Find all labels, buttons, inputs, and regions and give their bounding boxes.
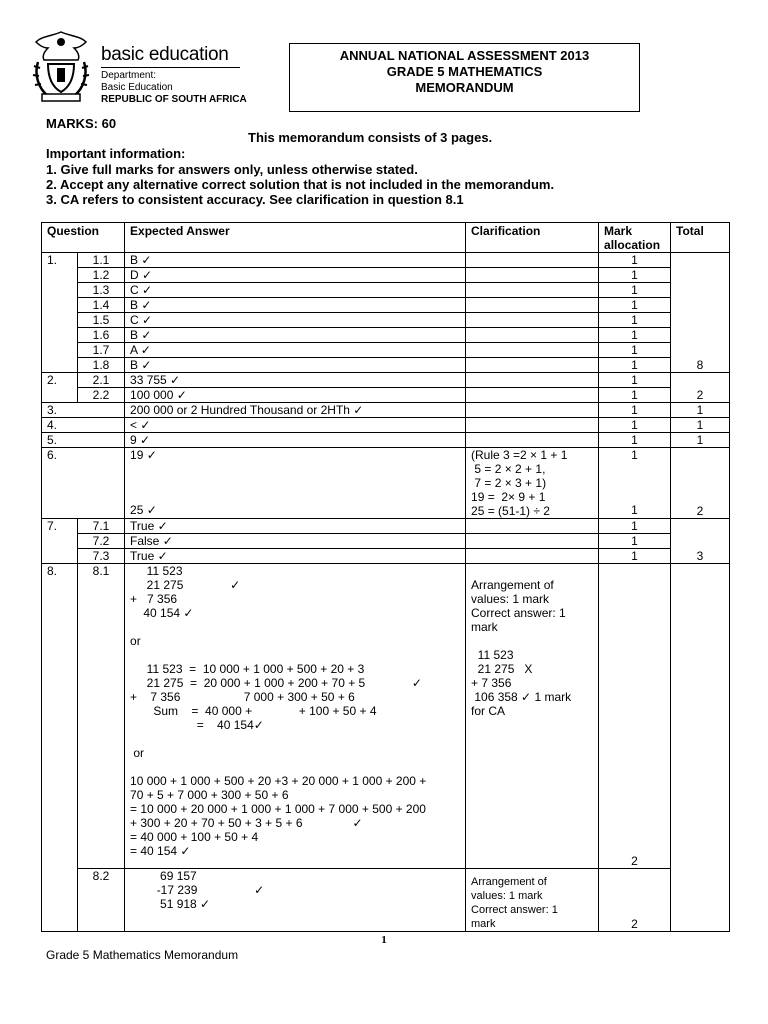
mark-allocation: 1 [599, 549, 671, 564]
total: 1 [671, 418, 730, 433]
table-row [42, 564, 730, 869]
sub-question: 8.2 [78, 869, 125, 932]
header-expected-answer: Expected Answer [125, 223, 466, 253]
mark-value: 1 [631, 448, 638, 462]
clarification [466, 549, 599, 564]
table-row [42, 313, 730, 328]
logo-department-name: Basic Education [101, 82, 173, 93]
question-number: 8. [42, 564, 78, 932]
sub-question: 2.2 [78, 388, 125, 403]
mark-allocation: 1 [599, 519, 671, 534]
clarification [466, 403, 599, 418]
expected-answer: 200 000 or 2 Hundred Thousand or 2HTh ✓ [125, 403, 466, 418]
answer-line: 25 ✓ [130, 503, 157, 517]
logo-country: REPUBLIC OF SOUTH AFRICA [101, 94, 247, 105]
question-number: 4. [42, 418, 125, 433]
clarification [466, 253, 599, 268]
question-number: 2. [42, 373, 78, 403]
clarification [466, 564, 599, 869]
clarification [466, 388, 599, 403]
sub-question: 8.1 [78, 564, 125, 869]
table-row [42, 373, 730, 388]
clarification [466, 298, 599, 313]
table-row [42, 298, 730, 313]
expected-answer: A ✓ [125, 343, 466, 358]
info-item-2: 2. Accept any alternative correct solution that is not included in the memorandum. [46, 177, 555, 192]
sub-question: 1.4 [78, 298, 125, 313]
header-mark-allocation: Mark allocation [599, 223, 671, 253]
expected-answer: 9 ✓ [125, 433, 466, 448]
mark-allocation: 1 [599, 283, 671, 298]
table-row [42, 328, 730, 343]
table-row [42, 433, 730, 448]
sub-question: 1.2 [78, 268, 125, 283]
info-item-3: 3. CA refers to consistent accuracy. See clarification in question 8.1 [46, 192, 464, 207]
clarification-ca-example: 11 523 21 275 X + 7 356 106 358 ✓ 1 mark for CA [471, 648, 572, 718]
clarification [466, 268, 599, 283]
sub-question: 1.1 [78, 253, 125, 268]
sub-question: 7.3 [78, 549, 125, 564]
table-row [42, 519, 730, 534]
answer-line: 19 ✓ [130, 448, 157, 462]
clarification [466, 534, 599, 549]
document-title-box [289, 43, 640, 112]
table-row [42, 418, 730, 433]
title-line-3: MEMORANDUM [415, 80, 514, 95]
expected-answer: C ✓ [125, 313, 466, 328]
total: 2 [671, 373, 730, 403]
page-footer: Grade 5 Mathematics Memorandum [46, 948, 239, 962]
logo-divider [101, 67, 240, 68]
expected-answer: B ✓ [125, 298, 466, 313]
table-row [42, 388, 730, 403]
expected-answer: B ✓ [125, 328, 466, 343]
table-row [42, 268, 730, 283]
expected-answer: 11 523 21 275 ✓ + 7 356 40 154 ✓ or 11 523 = 10 000 + 1 000 + 500 + 20 + 3 21 275 = 20 000 + 1 000 + 200 + 70 + 5 ✓ + 7 356 7 000 + 300 + 50 + 6 Sum = 40 000 + + 100 + 50 + 4 = 40 154✓ or 10 000 + 1 000 + 500 + 20 +3 + 20 000 + 1 000 + 200 + 70 + 5 + 7 000 + 300 + 50 + 6 = 10 000 + 20 000 + 1 000 + 1 000 + 7 000 + 500 + 200 + 300 + 20 + 70 + 50 + 3 + 5 + 6 ✓ = 40 000 + 100 + 50 + 4 = 40 154 ✓ [125, 564, 466, 869]
mark-value: 1 [631, 503, 638, 517]
table-row [42, 534, 730, 549]
table-row [42, 869, 730, 932]
table-row [42, 283, 730, 298]
clarification [466, 343, 599, 358]
expected-answer: B ✓ [125, 253, 466, 268]
mark-allocation: 1 [599, 343, 671, 358]
table-row [42, 448, 730, 519]
sub-question: 1.7 [78, 343, 125, 358]
mark-allocation: 1 [599, 358, 671, 373]
clarification: (Rule 3 =2 × 1 + 1 5 = 2 × 2 + 1, 7 = 2 × 3 + 1) 19 = 2× 9 + 1 25 = (51-1) ÷ 2 [466, 448, 599, 519]
header-total: Total [671, 223, 730, 253]
total: 1 [671, 433, 730, 448]
question-number: 3. [42, 403, 125, 418]
expected-answer: 100 000 ✓ [125, 388, 466, 403]
clarification: Arrangement of values: 1 mark Correct answer: 1 mark [466, 869, 599, 932]
mark-allocation: 1 [599, 534, 671, 549]
table-row [42, 549, 730, 564]
sub-question: 1.5 [78, 313, 125, 328]
table-row [42, 343, 730, 358]
total: 1 [671, 403, 730, 418]
sub-question: 1.8 [78, 358, 125, 373]
mark-allocation: 1 [599, 313, 671, 328]
expected-answer: 69 157 -17 239 ✓ 51 918 ✓ [125, 869, 466, 932]
mark-allocation: 1 [599, 388, 671, 403]
clarification [466, 433, 599, 448]
logo-title: basic education [101, 44, 229, 65]
expected-answer: 33 755 ✓ [125, 373, 466, 388]
total: 3 [671, 519, 730, 564]
table-row [42, 253, 730, 268]
header-clarification: Clarification [466, 223, 599, 253]
expected-answer: B ✓ [125, 358, 466, 373]
clarification [466, 313, 599, 328]
total [671, 564, 730, 932]
page-number: 1 [381, 934, 387, 946]
mark-allocation: 1 [599, 418, 671, 433]
sub-question: 1.3 [78, 283, 125, 298]
expected-answer: < ✓ [125, 418, 466, 433]
question-number: 5. [42, 433, 125, 448]
clarification [466, 283, 599, 298]
sub-question: 7.1 [78, 519, 125, 534]
title-line-2: GRADE 5 MATHEMATICS [386, 64, 543, 79]
mark-allocation: 1 [599, 328, 671, 343]
question-number: 7. [42, 519, 78, 564]
mark-allocation: 2 [599, 564, 671, 869]
total: 8 [671, 253, 730, 373]
table-row [42, 358, 730, 373]
mark-allocation: 1 [599, 433, 671, 448]
expected-answer: D ✓ [125, 268, 466, 283]
sub-question: 2.1 [78, 373, 125, 388]
pages-note: This memorandum consists of 3 pages. [248, 130, 493, 145]
total-marks: MARKS: 60 [46, 116, 117, 131]
memorandum-table [41, 222, 730, 932]
mark-allocation: 2 [599, 869, 671, 932]
table-row [42, 403, 730, 418]
clarification [466, 418, 599, 433]
mark-allocation: 1 [599, 253, 671, 268]
header-question: Question [42, 223, 125, 253]
question-number: 1. [42, 253, 78, 373]
mark-allocation: 1 [599, 403, 671, 418]
mark-allocation: 1 [599, 268, 671, 283]
expected-answer: True ✓ [125, 549, 466, 564]
sub-question: 1.6 [78, 328, 125, 343]
clarification-text: Arrangement of values: 1 mark Correct answer: 1 mark [471, 578, 566, 634]
expected-answer [125, 448, 466, 519]
clarification [466, 373, 599, 388]
coat-of-arms-icon [30, 28, 92, 104]
expected-answer: C ✓ [125, 283, 466, 298]
expected-answer: True ✓ [125, 519, 466, 534]
question-number: 6. [42, 448, 125, 519]
logo-department: Department: [101, 70, 157, 81]
mark-allocation [599, 448, 671, 519]
clarification [466, 519, 599, 534]
info-heading: Important information: [46, 146, 186, 161]
title-line-1: ANNUAL NATIONAL ASSESSMENT 2013 [339, 48, 590, 63]
mark-allocation: 1 [599, 373, 671, 388]
info-item-1: 1. Give full marks for answers only, unless otherwise stated. [46, 162, 418, 177]
total: 2 [671, 448, 730, 519]
table-header-row [42, 223, 730, 253]
mark-allocation: 1 [599, 298, 671, 313]
clarification [466, 358, 599, 373]
sub-question: 7.2 [78, 534, 125, 549]
expected-answer: False ✓ [125, 534, 466, 549]
clarification [466, 328, 599, 343]
